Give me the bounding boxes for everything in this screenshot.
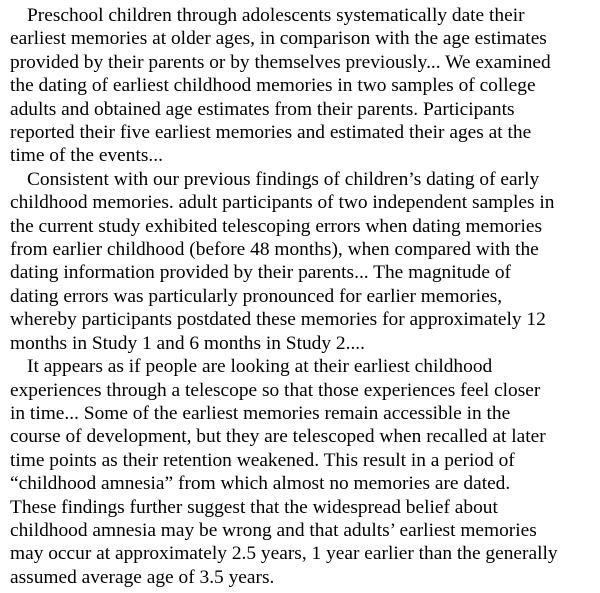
text-line: the current study exhibited telescoping errors when dating memories bbox=[10, 215, 543, 237]
text-line: may occur at approximately 2.5 years, 1 year earlier than the generally bbox=[10, 543, 558, 565]
paragraph-2 bbox=[10, 168, 594, 355]
text-line: experiences through a telescope so that those experiences feel closer bbox=[10, 379, 541, 401]
text-line: provided by their parents or by themselves previously... We examined bbox=[10, 51, 551, 73]
text-line: assumed average age of 3.5 years. bbox=[10, 566, 275, 588]
paragraph-1 bbox=[10, 4, 594, 168]
text-line: earliest memories at older ages, in comparison with the age estimates bbox=[10, 28, 547, 50]
text-line: adults and obtained age estimates from their parents. Participants bbox=[10, 98, 515, 120]
text-line: These findings further suggest that the widespread belief about bbox=[10, 496, 498, 518]
paragraph-3 bbox=[10, 355, 594, 589]
text-line: Consistent with our previous findings of children’s dating of early bbox=[27, 168, 540, 190]
text-line: childhood amnesia may be wrong and that adults’ earliest memories bbox=[10, 519, 537, 541]
text-line: childhood memories. adult participants of two independent samples in bbox=[10, 192, 555, 214]
text-line: from earlier childhood (before 48 months), when compared with the bbox=[10, 239, 539, 261]
text-line: reported their five earliest memories and estimated their ages at the bbox=[10, 122, 532, 144]
text-line: in time... Some of the earliest memories remain accessible in the bbox=[10, 402, 511, 424]
text-line: It appears as if people are looking at their earliest childhood bbox=[27, 356, 493, 378]
text-line: Preschool children through adolescents systematically date their bbox=[27, 5, 525, 26]
text-line: months in Study 1 and 6 months in Study 2.... bbox=[10, 332, 365, 354]
text-line: whereby participants postdated these memories for approximately 12 bbox=[10, 309, 546, 331]
text-line: the dating of earliest childhood memories in two samples of college bbox=[10, 75, 536, 97]
text-line: course of development, but they are telescoped when recalled at later bbox=[10, 426, 546, 448]
text-line: “childhood amnesia” from which almost no memories are dated. bbox=[10, 473, 511, 495]
text-line: time points as their retention weakened. This result in a period of bbox=[10, 449, 515, 471]
text-line: time of the events... bbox=[10, 145, 163, 167]
text-line: dating information provided by their parents... The magnitude of bbox=[10, 262, 511, 284]
text-line: dating errors was particularly pronounced for earlier memories, bbox=[10, 285, 503, 307]
